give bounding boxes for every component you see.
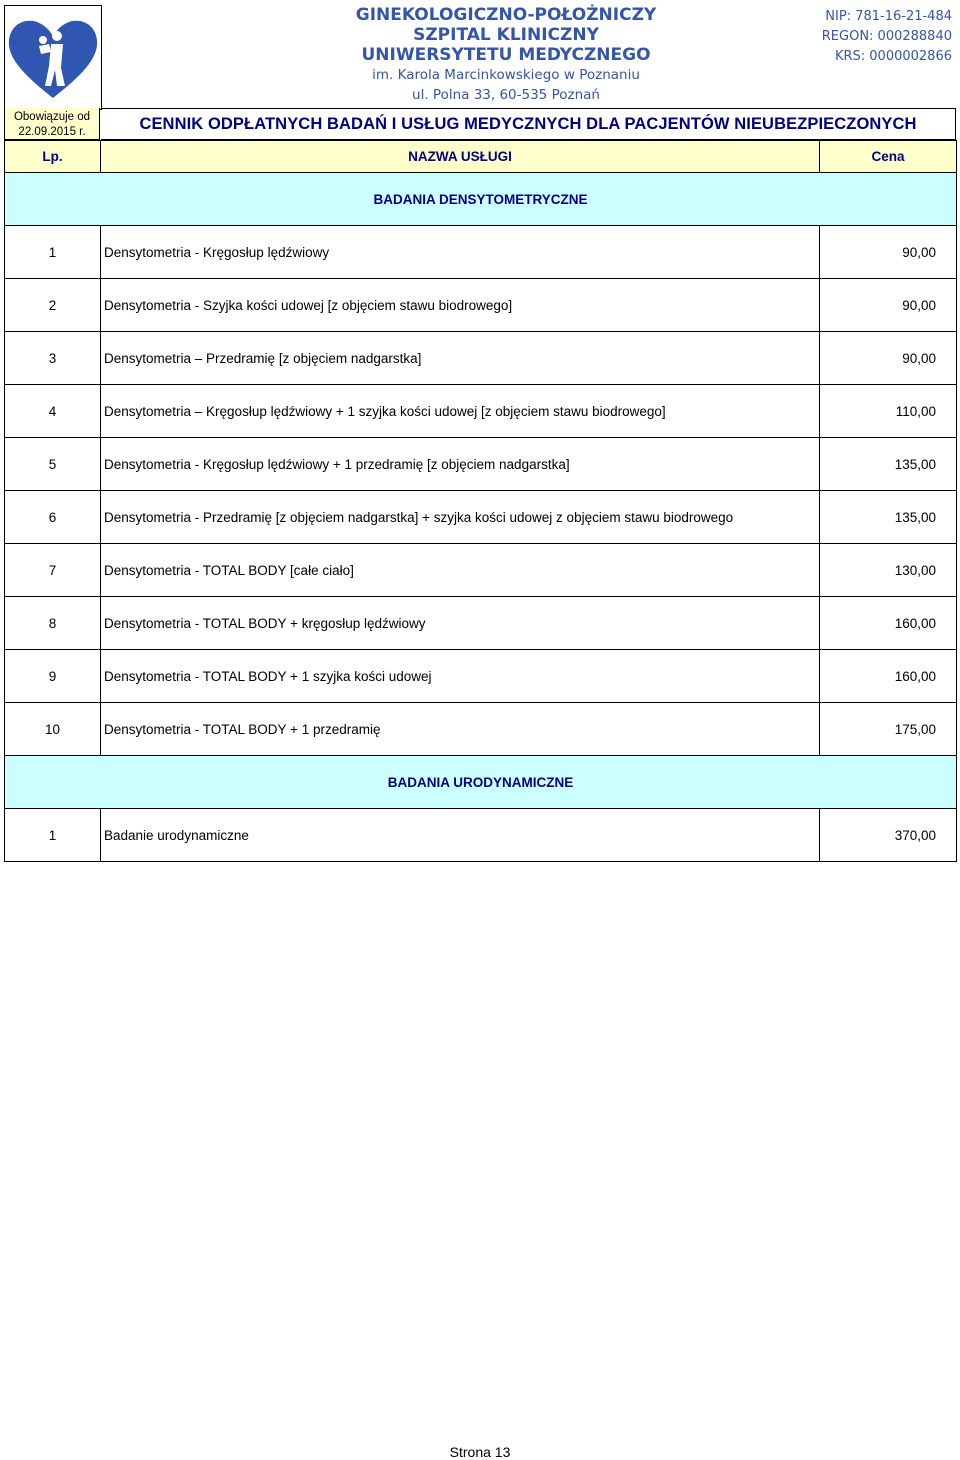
row-name: Densytometria - TOTAL BODY + 1 przedramię (101, 703, 820, 756)
table-row (5, 385, 957, 438)
table-row (5, 597, 957, 650)
row-name: Densytometria - Kręgosłup lędźwiowy + 1 przedramię [z objęciem nadgarstka] (101, 438, 820, 491)
section-title: BADANIA URODYNAMICZNE (5, 756, 957, 809)
table-header-row (5, 141, 957, 173)
column-header-price: Cena (820, 141, 957, 173)
section-header-urodynamics (5, 756, 957, 809)
hospital-logo (4, 5, 102, 110)
row-lp: 10 (5, 703, 101, 756)
row-name: Densytometria - TOTAL BODY + 1 szyjka kości udowej (101, 650, 820, 703)
row-price: 175,00 (820, 703, 957, 756)
validity-line2: 22.09.2015 r. (18, 126, 86, 138)
row-name: Densytometria – Kręgosłup lędźwiowy + 1 szyjka kości udowej [z objęciem stawu biodrowego] (101, 385, 820, 438)
table-row (5, 438, 957, 491)
row-lp: 1 (5, 809, 101, 862)
row-name: Badanie urodynamiczne (101, 809, 820, 862)
row-lp: 3 (5, 332, 101, 385)
row-lp: 7 (5, 544, 101, 597)
table-row (5, 809, 957, 862)
row-price: 110,00 (820, 385, 957, 438)
regon-number: REGON: 000288840 (821, 29, 952, 44)
column-header-name: NAZWA USŁUGI (101, 141, 820, 173)
section-title: BADANIA DENSYTOMETRYCZNE (5, 173, 957, 226)
hospital-name-block (311, 5, 701, 105)
row-price: 135,00 (820, 491, 957, 544)
section-header-densitometry (5, 173, 957, 226)
document-title: CENNIK ODPŁATNYCH BADAŃ I USŁUG MEDYCZNYCH DLA PACJENTÓW NIEUBEZPIECZONYCH (101, 108, 956, 140)
row-name: Densytometria - TOTAL BODY [całe ciało] (101, 544, 820, 597)
table-row (5, 703, 957, 756)
table-row (5, 650, 957, 703)
row-price: 130,00 (820, 544, 957, 597)
table-row (5, 491, 957, 544)
row-name: Densytometria - Przedramię [z objęciem nadgarstka] + szyjka kości udowej z objęciem stawu biodrowego (101, 491, 820, 544)
row-price: 90,00 (820, 226, 957, 279)
row-lp: 9 (5, 650, 101, 703)
row-price: 90,00 (820, 332, 957, 385)
page-number: Strona 13 (449, 1444, 511, 1460)
validity-line1: Obowiązuje od (13, 111, 91, 123)
hospital-identifiers (822, 7, 952, 67)
row-price: 160,00 (820, 650, 957, 703)
heart-mother-child-logo-icon (5, 6, 101, 109)
validity-note (4, 108, 100, 140)
krs-number: KRS: 0000002866 (834, 49, 952, 64)
row-lp: 2 (5, 279, 101, 332)
row-lp: 1 (5, 226, 101, 279)
column-header-lp: Lp. (5, 141, 101, 173)
row-price: 135,00 (820, 438, 957, 491)
hospital-patron: im. Karola Marcinkowskiego w Poznaniu (372, 67, 640, 83)
price-table (4, 140, 957, 862)
row-name: Densytometria – Przedramię [z objęciem nadgarstka] (101, 332, 820, 385)
table-row (5, 332, 957, 385)
document-header (4, 5, 956, 140)
row-lp: 6 (5, 491, 101, 544)
row-name: Densytometria - Szyjka kości udowej [z objęciem stawu biodrowego] (101, 279, 820, 332)
row-name: Densytometria - TOTAL BODY + kręgosłup lędźwiowy (101, 597, 820, 650)
hospital-header (101, 5, 956, 108)
price-list-sheet (4, 5, 956, 862)
nip-number: NIP: 781-16-21-484 (825, 9, 952, 24)
row-lp: 5 (5, 438, 101, 491)
table-row (5, 544, 957, 597)
row-price: 90,00 (820, 279, 957, 332)
row-lp: 4 (5, 385, 101, 438)
hospital-name-line-2: SZPITAL KLINICZNY (413, 25, 599, 45)
row-price: 160,00 (820, 597, 957, 650)
table-row (5, 226, 957, 279)
row-price: 370,00 (820, 809, 957, 862)
table-row (5, 279, 957, 332)
hospital-name-line-1: GINEKOLOGICZNO-POŁOŻNICZY (355, 5, 657, 25)
hospital-address: ul. Polna 33, 60-535 Poznań (412, 87, 600, 103)
hospital-name-line-3: UNIWERSYTETU MEDYCZNEGO (361, 45, 651, 65)
row-name: Densytometria - Kręgosłup lędźwiowy (101, 226, 820, 279)
row-lp: 8 (5, 597, 101, 650)
